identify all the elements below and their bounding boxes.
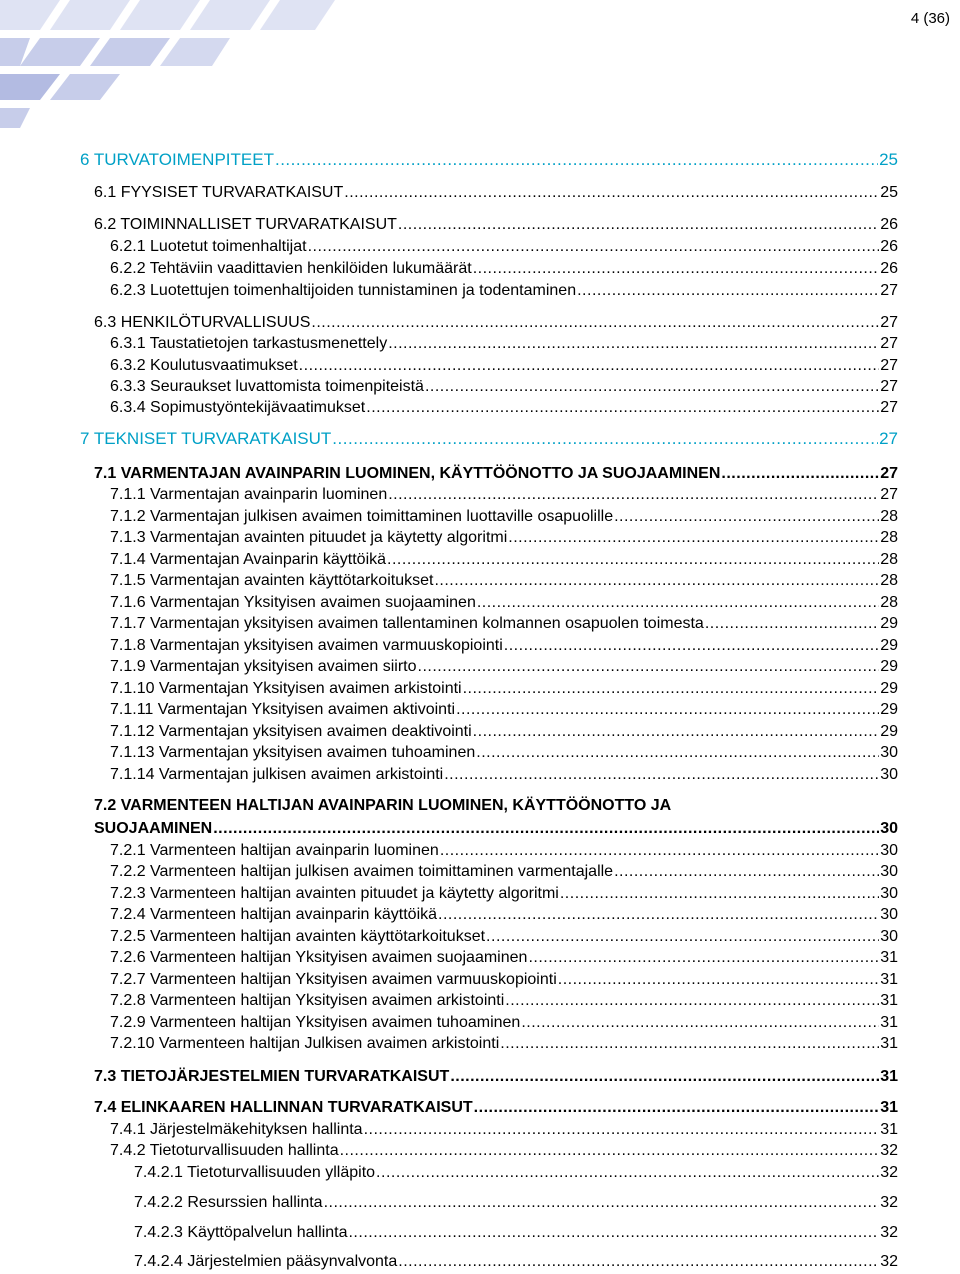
toc-entry-title: 7.2.3 Varmenteen haltijan avainten pituudet ja käytetty algoritmi <box>110 885 559 902</box>
toc-entry-page: 31 <box>880 992 898 1009</box>
toc-leader <box>705 613 879 635</box>
toc-entry-page: 27 <box>880 399 898 416</box>
toc-entry-title: 7.1.12 Varmentajan yksityisen avaimen deaktivointi <box>110 723 472 740</box>
toc-entry-page: 27 <box>880 465 898 482</box>
toc-entry[interactable] <box>94 1097 898 1119</box>
toc-entry-title: 7.2.8 Varmenteen haltijan Yksityisen avaimen arkistointi <box>110 992 505 1009</box>
toc-entry-page: 29 <box>880 701 898 718</box>
toc-leader <box>387 549 879 571</box>
toc-entry-page: 30 <box>880 766 898 783</box>
toc-leader <box>324 1192 880 1214</box>
toc-leader <box>398 1251 879 1273</box>
toc-entry-title: 6.2.2 Tehtäviin vaadittavien henkilöiden lukumäärät <box>110 260 472 277</box>
toc-entry-page: 31 <box>880 949 898 966</box>
toc-leader <box>308 236 880 258</box>
toc-entry-title: 7.1.1 Varmentajan avainparin luominen <box>110 486 388 503</box>
toc-entry[interactable] <box>94 818 898 840</box>
toc-entry[interactable] <box>110 1012 898 1034</box>
toc-entry-title: 7.2.5 Varmenteen haltijan avainten käyttötarkoitukset <box>110 928 486 945</box>
toc-entry-title: 7.4.2.1 Tietoturvallisuuden ylläpito <box>134 1164 376 1181</box>
toc-entry-title: 7.1.13 Varmentajan yksityisen avaimen tuhoaminen <box>110 744 476 761</box>
toc-entry[interactable] <box>80 149 898 171</box>
toc-leader <box>398 214 879 236</box>
toc-entry[interactable] <box>110 742 898 764</box>
toc-leader <box>486 926 879 948</box>
toc-entry-page: 27 <box>880 314 898 331</box>
toc-entry[interactable] <box>110 527 898 549</box>
toc-entry[interactable] <box>94 214 898 236</box>
toc-entry[interactable] <box>110 592 898 614</box>
toc-entry-title: 7.1.5 Varmentajan avainten käyttötarkoitukset <box>110 572 434 589</box>
toc-entry-page: 30 <box>880 744 898 761</box>
toc-entry[interactable] <box>134 1192 898 1214</box>
toc-entry[interactable] <box>94 463 898 485</box>
toc-entry[interactable] <box>110 904 898 926</box>
toc-entry-page: 29 <box>880 723 898 740</box>
toc-leader <box>476 742 879 764</box>
toc-leader <box>528 947 879 969</box>
toc-entry-page: 32 <box>880 1194 898 1211</box>
toc-entry[interactable] <box>94 1066 898 1088</box>
toc-leader <box>340 1140 880 1162</box>
toc-entry[interactable] <box>110 947 898 969</box>
toc-entry-title: 7.2.4 Varmenteen haltijan avainparin käyttöikä <box>110 906 438 923</box>
toc-leader <box>344 182 879 204</box>
toc-entry[interactable] <box>110 1033 898 1055</box>
toc-leader <box>473 258 879 280</box>
toc-entry-page: 26 <box>880 238 898 255</box>
toc-leader <box>275 149 878 171</box>
toc-entry-page: 29 <box>880 680 898 697</box>
toc-leader <box>440 840 879 862</box>
toc-leader <box>450 1066 879 1088</box>
toc-entry-page: 31 <box>880 1099 898 1116</box>
toc-entry-title: 7.4.2.4 Järjestelmien pääsynvalvonta <box>134 1253 398 1270</box>
toc-entry[interactable] <box>110 280 898 302</box>
toc-entry-title: 6.3.2 Koulutusvaatimukset <box>110 357 298 374</box>
toc-entry-title: 7.1.9 Varmentajan yksityisen avaimen siirto <box>110 658 417 675</box>
toc-entry-title: 7.2.7 Varmenteen haltijan Yksityisen avaimen varmuuskopiointi <box>110 971 557 988</box>
toc-leader <box>311 312 879 334</box>
toc-entry[interactable] <box>110 506 898 528</box>
toc-entry-title: 7.1 VARMENTAJAN AVAINPARIN LUOMINEN, KÄYTTÖÖNOTTO JA SUOJAAMINEN <box>94 465 721 482</box>
toc-entry-title: 7.1.2 Varmentajan julkisen avaimen toimittaminen luottaville osapuolille <box>110 508 614 525</box>
toc-entry[interactable] <box>110 613 898 635</box>
toc-entry-page: 28 <box>880 572 898 589</box>
toc-entry[interactable] <box>110 376 898 398</box>
toc-entry[interactable] <box>110 840 898 862</box>
toc-entry[interactable] <box>110 355 898 377</box>
toc-entry-page: 25 <box>880 184 898 201</box>
toc-leader <box>614 861 879 883</box>
toc-leader <box>348 1222 879 1244</box>
toc-entry[interactable] <box>110 721 898 743</box>
toc-leader <box>438 904 879 926</box>
toc-entry[interactable] <box>110 549 898 571</box>
toc-leader <box>521 1012 879 1034</box>
toc-entry[interactable] <box>110 861 898 883</box>
toc-entry[interactable] <box>110 333 898 355</box>
toc-entry-page: 28 <box>880 508 898 525</box>
toc-leader <box>364 1119 880 1141</box>
toc-entry-page: 27 <box>879 429 898 448</box>
toc-entry-title: 7.2.10 Varmenteen haltijan Julkisen avaimen arkistointi <box>110 1035 500 1052</box>
toc-entry-title: 6.2.1 Luotetut toimenhaltijat <box>110 238 307 255</box>
toc-entry[interactable] <box>110 926 898 948</box>
toc-entry-title: 7.1.3 Varmentajan avainten pituudet ja käytetty algoritmi <box>110 529 508 546</box>
toc-leader <box>473 721 880 743</box>
toc-entry-title: 7.4.2 Tietoturvallisuuden hallinta <box>110 1142 339 1159</box>
toc-entry-title: 7.4.1 Järjestelmäkehityksen hallinta <box>110 1121 363 1138</box>
toc-entry-page: 30 <box>880 863 898 880</box>
toc-entry[interactable] <box>110 678 898 700</box>
toc-entry-page: 31 <box>880 971 898 988</box>
toc-leader <box>299 355 880 377</box>
toc-entry-page: 27 <box>880 282 898 299</box>
page-number: 4 (36) <box>910 10 950 27</box>
toc-leader <box>444 764 879 786</box>
toc-leader <box>474 1097 880 1119</box>
toc-leader <box>463 678 880 700</box>
toc-entry-title: 7.1.11 Varmentajan Yksityisen avaimen aktivointi <box>110 701 456 718</box>
toc-entry-title: 7.2.6 Varmenteen haltijan Yksityisen avaimen suojaaminen <box>110 949 528 966</box>
toc-entry-page: 28 <box>880 594 898 611</box>
toc-entry[interactable] <box>110 969 898 991</box>
toc-entry-page: 29 <box>880 658 898 675</box>
toc-leader <box>376 1162 879 1184</box>
toc-entry-title: 6.1 FYYSISET TURVARATKAISUT <box>94 184 344 201</box>
toc-entry[interactable] <box>110 397 898 419</box>
toc-entry-page: 26 <box>880 216 898 233</box>
toc-leader <box>332 428 878 450</box>
toc-entry-page: 31 <box>880 1121 898 1138</box>
toc-entry-title: 7.2.2 Varmenteen haltijan julkisen avaimen toimittaminen varmentajalle <box>110 863 614 880</box>
toc-entry-page: 28 <box>880 529 898 546</box>
toc-entry-page: 30 <box>880 906 898 923</box>
toc-leader <box>388 333 879 355</box>
toc-entry[interactable] <box>134 1162 898 1184</box>
toc-entry-page: 30 <box>880 885 898 902</box>
toc-entry[interactable] <box>110 699 898 721</box>
toc-entry-title: 7.2.1 Varmenteen haltijan avainparin luominen <box>110 842 439 859</box>
toc-entry-page: 27 <box>880 486 898 503</box>
toc-entry-title: 7.4.2.3 Käyttöpalvelun hallinta <box>134 1224 348 1241</box>
toc-entry[interactable] <box>110 883 898 905</box>
toc-entry-page: 26 <box>880 260 898 277</box>
toc-leader <box>508 527 879 549</box>
toc-entry-page: 32 <box>880 1142 898 1159</box>
toc-entry-page: 31 <box>880 1068 898 1085</box>
toc-entry-page: 27 <box>880 357 898 374</box>
toc-entry-title: 6.2.3 Luotettujen toimenhaltijoiden tunnistaminen ja todentaminen <box>110 282 577 299</box>
toc-entry-title: SUOJAAMINEN <box>94 820 213 837</box>
toc-entry-page: 28 <box>880 551 898 568</box>
toc-entry-page: 29 <box>880 637 898 654</box>
toc-entry-title: 6.3 HENKILÖTURVALLISUUS <box>94 314 311 331</box>
toc-leader <box>577 280 879 302</box>
toc-entry[interactable] <box>110 570 898 592</box>
toc-leader <box>477 592 879 614</box>
toc-leader <box>425 376 879 398</box>
toc-entry-title: 7.4 ELINKAAREN HALLINNAN TURVARATKAISUT <box>94 1099 473 1116</box>
toc-entry-page: 27 <box>880 335 898 352</box>
toc-entry-page: 30 <box>880 820 898 837</box>
toc-entry[interactable] <box>94 312 898 334</box>
toc-entry[interactable] <box>80 428 898 450</box>
toc-entry-page: 30 <box>880 842 898 859</box>
toc-leader <box>434 570 879 592</box>
toc-entry-page: 31 <box>880 1014 898 1031</box>
toc-entry-title: 6.2 TOIMINNALLISET TURVARATKAISUT <box>94 216 397 233</box>
toc-leader <box>721 463 879 485</box>
toc-entry[interactable] <box>110 635 898 657</box>
toc-entry-page: 32 <box>880 1164 898 1181</box>
toc-entry-page: 32 <box>880 1224 898 1241</box>
toc-entry[interactable] <box>94 182 898 204</box>
toc-entry-title: 7.1.6 Varmentajan Yksityisen avaimen suojaaminen <box>110 594 476 611</box>
toc-entry-title: 7.1.4 Varmentajan Avainparin käyttöikä <box>110 551 387 568</box>
toc-entry-title: 7.3 TIETOJÄRJESTELMIEN TURVARATKAISUT <box>94 1068 450 1085</box>
toc-leader <box>504 635 879 657</box>
toc-leader <box>558 969 879 991</box>
toc-entry-title: 6.3.4 Sopimustyöntekijävaatimukset <box>110 399 366 416</box>
toc-entry-title: 7.1.10 Varmentajan Yksityisen avaimen arkistointi <box>110 680 462 697</box>
toc-entry-title: 7 TEKNISET TURVARATKAISUT <box>80 429 332 448</box>
toc-entry[interactable] <box>110 484 898 506</box>
toc-entry-title: 7.1.8 Varmentajan yksityisen avaimen varmuuskopiointi <box>110 637 503 654</box>
toc-entry[interactable] <box>110 656 898 678</box>
toc-entry-title: 7.1.14 Varmentajan julkisen avaimen arkistointi <box>110 766 444 783</box>
toc-leader <box>500 1033 879 1055</box>
toc-entry-page: 27 <box>880 378 898 395</box>
toc-entry-page: 32 <box>880 1253 898 1270</box>
toc-entry-title: 7.2.9 Varmenteen haltijan Yksityisen avaimen tuhoaminen <box>110 1014 521 1031</box>
toc-leader <box>614 506 879 528</box>
toc-entry[interactable] <box>134 1222 898 1244</box>
toc-entry[interactable] <box>110 764 898 786</box>
toc-leader <box>560 883 879 905</box>
toc-leader <box>213 818 879 840</box>
toc-leader <box>418 656 880 678</box>
toc-entry-title: 6 TURVATOIMENPITEET <box>80 150 274 169</box>
toc-entry[interactable] <box>110 258 898 280</box>
toc-leader <box>456 699 879 721</box>
toc-entry[interactable] <box>134 1251 898 1273</box>
toc-entry-title: 7.4.2.2 Resurssien hallinta <box>134 1194 323 1211</box>
toc-entry[interactable] <box>110 1140 898 1162</box>
toc-entry[interactable] <box>110 1119 898 1141</box>
toc-entry[interactable] <box>110 990 898 1012</box>
toc-entry-page: 31 <box>880 1035 898 1052</box>
toc-leader <box>505 990 879 1012</box>
toc-entry-page: 29 <box>880 615 898 632</box>
toc-entry-title: 7.1.7 Varmentajan yksityisen avaimen tallentaminen kolmannen osapuolen toimesta <box>110 615 704 632</box>
toc-entry-title: 6.3.3 Seuraukset luvattomista toimenpiteistä <box>110 378 424 395</box>
toc-entry-page: 25 <box>879 150 898 169</box>
toc-leader <box>366 397 879 419</box>
toc-entry-title: 6.3.1 Taustatietojen tarkastusmenettely <box>110 335 388 352</box>
toc-entry[interactable] <box>110 236 898 258</box>
toc-entry-title-line1[interactable]: 7.2 VARMENTEEN HALTIJAN AVAINPARIN LUOMINEN, KÄYTTÖÖNOTTO JA <box>94 797 672 814</box>
toc-leader <box>388 484 879 506</box>
toc-entry-page: 30 <box>880 928 898 945</box>
